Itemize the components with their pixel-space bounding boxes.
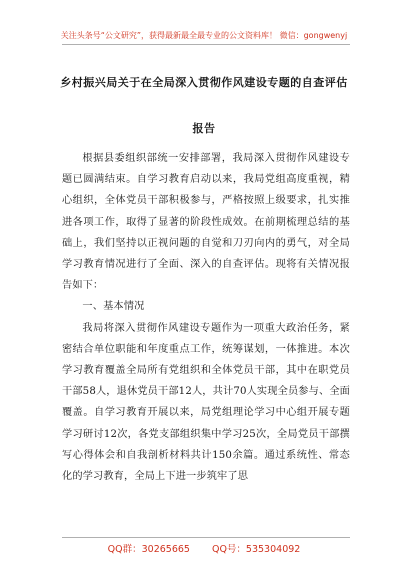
footer-qq-number: QQ号：535304092 [211,544,301,555]
header-divider [62,44,350,45]
paragraph-intro: 根据县委组织部统一安排部署，我局深入贯彻作风建设专题已圆满结束。自学习教育启动以来，我局党组高度重视，精心组织，全体党员干部积极参与，严格按照上级要求，扎实推进各项工作，取得了显著的阶段性成效。在前期梳理总结的基础上，我们坚持以正视问题的自觉和刀刃向内的勇气，对全局学习教育情况进行了全面、深入的自查评估。现将有关情况报告如下： [62,153,350,292]
footer-qq-group: QQ群：30265665 [107,544,190,555]
document-title-line1: 乡村振兴局关于在全局深入贯彻作风建设专题的自查评估 [60,76,348,89]
document-title-line2: 报告 [192,122,216,135]
footer-contact [0,541,408,555]
header-banner: 关注头条号“公文研究”，获得最新最全最专业的公文资料库！ 微信：gongwenyj [60,31,348,40]
paragraph-basic-situation: 我局将深入贯彻作风建设专题作为一项重大政治任务，紧密结合单位职能和年度重点工作，统筹谋划，一体推进。本次学习教育覆盖全局所有党组织和全体党员干部，其中在职党员干部58人，退休党员干部12人，共计70人实现全员参与、全面覆盖。自学习教育开展以来，局党组理论学习中心组开展专题学习研讨12次，各党支部组织集中学习25次，全局党员干部撰写心得体会和自我剖析材料共计150余篇。通过系统性、常态化的学习教育，全局上下进一步筑牢了思 [62,322,350,483]
document-body [62,148,350,487]
section-heading-basic-situation: 一、基本情况 [82,301,145,313]
footer-divider [62,537,350,538]
